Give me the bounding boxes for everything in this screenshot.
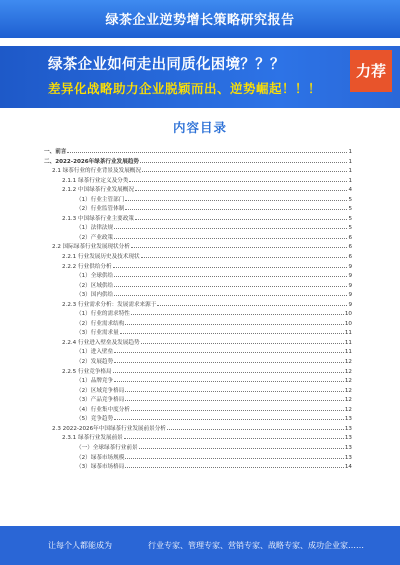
toc-entry-page: 1 <box>348 177 352 184</box>
toc-entry-label: （1）行业的需求特性 <box>76 311 130 318</box>
toc-entry-page: 12 <box>344 359 352 366</box>
toc-leader-dots <box>114 280 347 287</box>
toc-entry[interactable] <box>44 413 352 423</box>
toc-entry-page: 13 <box>344 435 352 442</box>
toc-entry-page: 6 <box>348 234 352 241</box>
toc-entry-label: （1）进入壁垒 <box>76 349 114 356</box>
toc-entry-label: 一、前言 <box>44 149 67 155</box>
toc-entry-page: 9 <box>348 282 352 289</box>
toc-leader-dots <box>114 232 347 239</box>
toc-entry-label: 2.2.2 行业供给分析 <box>62 263 112 270</box>
toc-entry-page: 1 <box>348 168 352 175</box>
toc-entry[interactable] <box>44 346 352 356</box>
toc-leader-dots <box>157 299 347 306</box>
toc-entry-label: （2）发展趋势 <box>76 359 114 366</box>
toc-leader-dots <box>131 241 348 248</box>
toc-leader-dots <box>114 346 344 353</box>
toc-entry[interactable] <box>44 394 352 404</box>
toc-leader-dots <box>114 413 344 420</box>
toc-entry-label: （4）行业集中度分析 <box>76 406 130 413</box>
toc-entry[interactable] <box>44 194 352 204</box>
toc-entry[interactable] <box>44 289 352 299</box>
toc-entry[interactable] <box>44 404 352 414</box>
toc-entry[interactable] <box>44 327 352 337</box>
toc-entry[interactable] <box>44 280 352 290</box>
table-of-contents <box>44 146 352 471</box>
banner-headline: 绿茶企业如何走出同质化困境？？？ <box>48 57 285 73</box>
toc-entry-label: 2.2.4 行业进入壁垒及发展趋势 <box>62 339 140 346</box>
promo-banner <box>0 46 400 108</box>
toc-entry-page: 5 <box>348 196 352 203</box>
toc-title: 内容目录 <box>172 120 227 135</box>
footer-bar <box>0 526 400 565</box>
toc-entry-page: 1 <box>348 149 352 155</box>
toc-entry-label: 2.2.5 行业竞争格局 <box>62 368 112 375</box>
toc-entry-label: （1）全球供给 <box>76 273 114 280</box>
toc-entry-page: 10 <box>344 320 352 327</box>
toc-entry-page: 9 <box>348 301 352 308</box>
toc-entry[interactable] <box>44 375 352 385</box>
toc-entry-page: 9 <box>348 273 352 280</box>
toc-leader-dots <box>125 203 347 210</box>
toc-entry-page: 11 <box>344 339 352 346</box>
toc-entry[interactable] <box>44 270 352 280</box>
toc-entry[interactable] <box>44 366 352 376</box>
toc-entry-label: （1）品牌竞争 <box>76 378 114 385</box>
toc-leader-dots <box>135 184 347 191</box>
toc-entry-label: （3）绿茶市场格局 <box>76 464 125 471</box>
banner-subhead: 差异化战略助力企业脱颖而出、逆势崛起！！！ <box>48 81 322 96</box>
toc-entry[interactable] <box>44 442 352 452</box>
document-title: 绿茶企业逆势增长策略研究报告 <box>105 13 295 28</box>
toc-leader-dots <box>125 385 344 392</box>
toc-entry[interactable] <box>44 156 352 166</box>
toc-leader-dots <box>131 404 344 411</box>
toc-leader-dots <box>113 366 344 373</box>
toc-entry-page: 10 <box>344 311 352 318</box>
toc-leader-dots <box>140 156 347 163</box>
toc-entry-page: 12 <box>344 368 352 375</box>
toc-entry-label: 2.2.1 行业发展历史及技术现状 <box>62 254 140 261</box>
toc-entry-label: 2.3.1 绿茶行业发展前景 <box>62 435 123 442</box>
toc-entry[interactable] <box>44 232 352 242</box>
toc-entry-page: 14 <box>344 464 352 471</box>
toc-entry[interactable] <box>44 308 352 318</box>
toc-leader-dots <box>125 194 347 201</box>
toc-leader-dots <box>129 175 347 182</box>
toc-entry-page: 12 <box>344 387 352 394</box>
toc-entry-label: （一）全球绿茶行业前景 <box>76 444 138 451</box>
toc-entry[interactable] <box>44 337 352 347</box>
toc-leader-dots <box>67 146 347 153</box>
toc-leader-dots <box>167 423 344 430</box>
toc-entry-label: 2.1 绿茶行业的行业背景及发展概况 <box>52 168 141 175</box>
toc-entry-page: 12 <box>344 406 352 413</box>
toc-entry[interactable] <box>44 184 352 194</box>
toc-entry-page: 11 <box>344 330 352 337</box>
toc-entry-label: 2.3 2022-2026年中国绿茶行业发展前景分析 <box>52 425 166 432</box>
toc-entry-page: 9 <box>348 292 352 299</box>
toc-entry[interactable] <box>44 423 352 433</box>
toc-entry-label: （3）产品竞争格局 <box>76 397 125 404</box>
toc-leader-dots <box>120 327 344 334</box>
toc-entry[interactable] <box>44 318 352 328</box>
toc-entry-label: （2）区域供给 <box>76 282 114 289</box>
toc-entry-label: （1）法律法规 <box>76 225 114 232</box>
toc-entry-page: 13 <box>344 416 352 423</box>
toc-entry-label: （3）国内供给 <box>76 292 114 299</box>
toc-entry[interactable] <box>44 203 352 213</box>
toc-entry-page: 5 <box>348 206 352 213</box>
toc-entry-label: （3）行业需求量 <box>76 330 119 337</box>
toc-entry-page: 1 <box>348 158 352 165</box>
toc-entry-label: （2）产业政策 <box>76 234 114 241</box>
toc-entry[interactable] <box>44 432 352 442</box>
toc-entry-page: 4 <box>348 187 352 194</box>
toc-leader-dots <box>139 442 344 449</box>
toc-entry-label: （2）行业需求结构 <box>76 320 125 327</box>
toc-leader-dots <box>125 318 344 325</box>
toc-leader-dots <box>125 461 344 468</box>
toc-entry-page: 12 <box>344 378 352 385</box>
toc-entry-label: （5）竞争趋势 <box>76 416 114 423</box>
toc-entry-label: （1）行业主管部门 <box>76 196 125 203</box>
toc-leader-dots <box>113 261 348 268</box>
toc-entry[interactable] <box>44 241 352 251</box>
recommend-stamp: 力荐 <box>350 50 392 92</box>
toc-entry-label: （2）行业监管体制 <box>76 206 125 213</box>
toc-entry-page: 13 <box>344 454 352 461</box>
toc-entry-label: 二、2022-2026年绿茶行业发展趋势 <box>44 158 139 165</box>
toc-entry[interactable] <box>44 146 352 156</box>
toc-entry[interactable] <box>44 222 352 232</box>
toc-entry-label: （2）区域竞争格局 <box>76 387 125 394</box>
toc-entry-page: 11 <box>344 349 352 356</box>
toc-entry[interactable] <box>44 452 352 462</box>
toc-entry-page: 13 <box>344 425 352 432</box>
header-bar <box>0 0 400 38</box>
toc-entry-label: 2.1.1 绿茶行业定义及分类 <box>62 177 129 184</box>
toc-entry[interactable] <box>44 175 352 185</box>
toc-entry-page: 6 <box>348 254 352 261</box>
toc-leader-dots <box>114 356 344 363</box>
toc-entry[interactable] <box>44 461 352 471</box>
toc-entry-page: 5 <box>348 215 352 222</box>
toc-leader-dots <box>131 308 344 315</box>
toc-entry-page: 6 <box>348 244 352 251</box>
toc-entry-label: 2.1.3 中国绿茶行业主要政策 <box>62 215 134 222</box>
toc-leader-dots <box>114 222 347 229</box>
toc-entry-label: （2）绿茶市场规模 <box>76 454 125 461</box>
toc-entry-page: 12 <box>344 397 352 404</box>
toc-leader-dots <box>114 289 347 296</box>
toc-leader-dots <box>125 394 344 401</box>
toc-entry[interactable] <box>44 261 352 271</box>
toc-leader-dots <box>125 452 344 459</box>
toc-leader-dots <box>142 165 347 172</box>
toc-entry[interactable] <box>44 356 352 366</box>
toc-entry[interactable] <box>44 165 352 175</box>
toc-entry-page: 9 <box>348 263 352 270</box>
toc-entry[interactable] <box>44 213 352 223</box>
toc-entry[interactable] <box>44 385 352 395</box>
toc-entry-label: 2.1.2 中国绿茶行业发展概况 <box>62 187 134 194</box>
toc-leader-dots <box>141 251 348 258</box>
toc-entry[interactable] <box>44 251 352 261</box>
toc-entry-page: 5 <box>348 225 352 232</box>
toc-leader-dots <box>114 375 344 382</box>
toc-entry-label: 2.2.3 行业需求分析：发展需求来源于 <box>62 301 157 308</box>
footer-slogan: 让每个人都能成为 <box>48 541 112 550</box>
toc-entry-label: 2.2 国际绿茶行业发展现状分析 <box>52 244 130 251</box>
toc-entry[interactable] <box>44 299 352 309</box>
toc-leader-dots <box>141 337 344 344</box>
toc-leader-dots <box>135 213 347 220</box>
toc-leader-dots <box>124 432 344 439</box>
toc-entry-page: 13 <box>344 444 352 451</box>
footer-roles: 行业专家、管理专家、营销专家、战略专家、成功企业家…… <box>148 541 364 550</box>
toc-leader-dots <box>114 270 347 277</box>
